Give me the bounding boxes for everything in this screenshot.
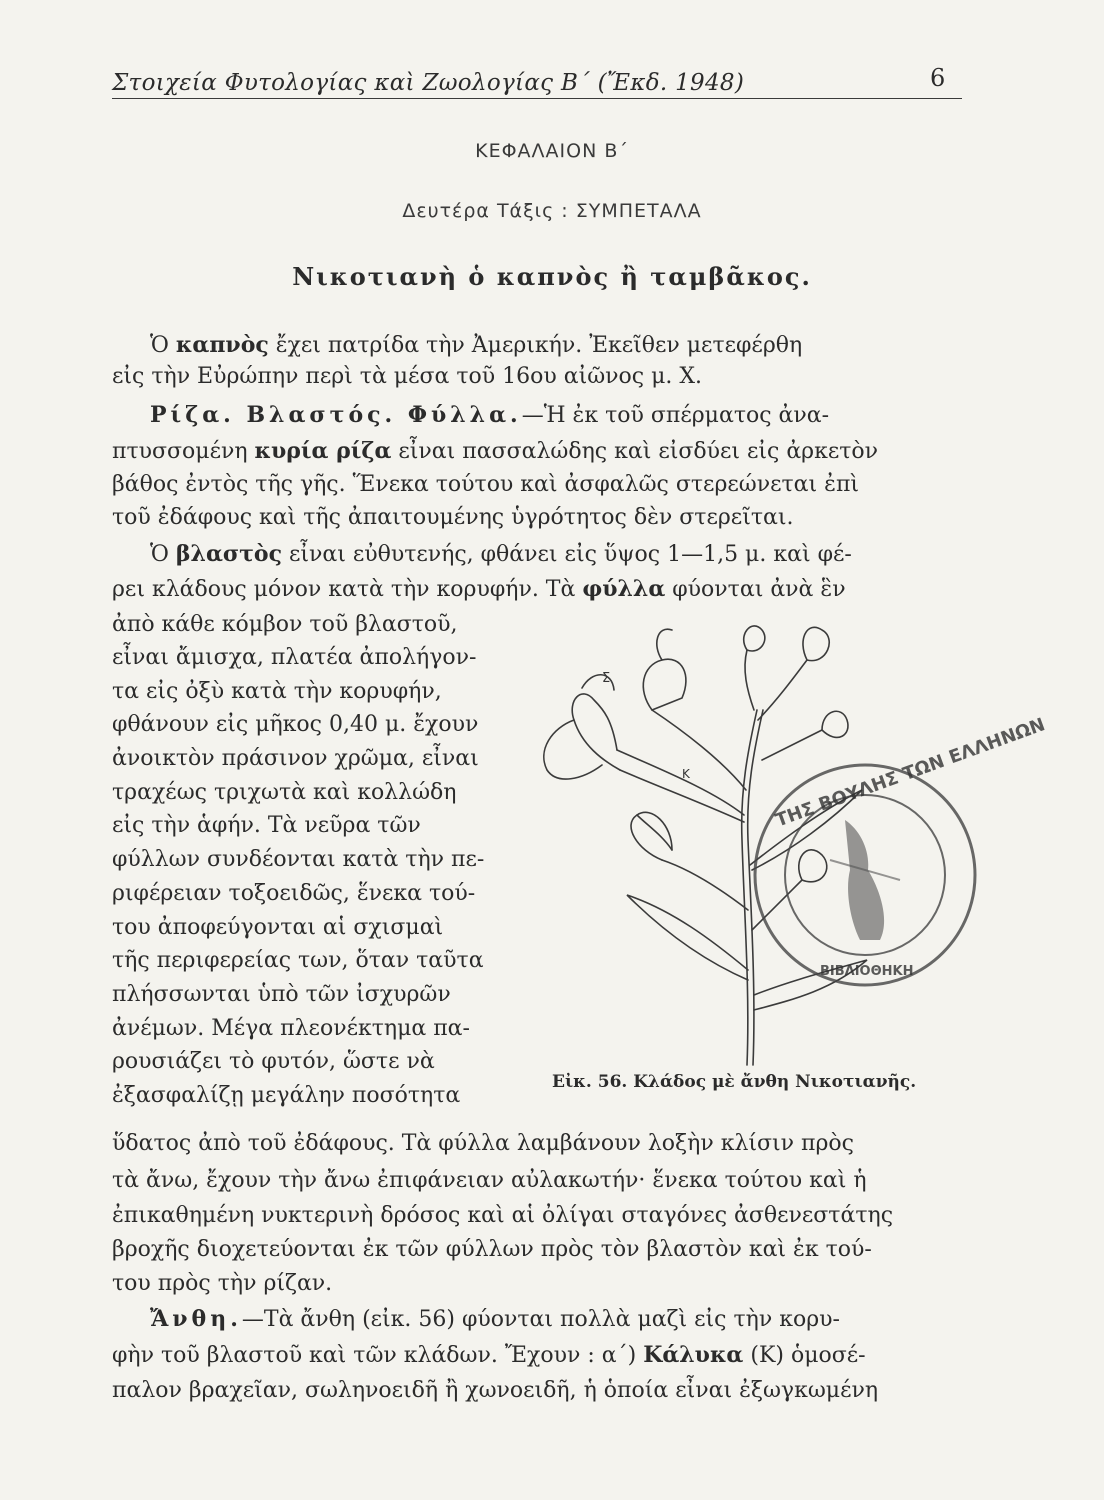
header-rule (112, 98, 962, 99)
text-line: ρουσιάζει τὸ φυτόν, ὥστε νὰ (112, 1049, 435, 1074)
text-line: εἰς τὴν Εὐρώπην περὶ τὰ μέσα τοῦ 16ου αἰῶνος μ. Χ. (112, 364, 703, 389)
text-line: ριφέρειαν τοξοειδῶς, ἕνεκα τού- (112, 881, 476, 906)
text-line: του ἀποφεύγονται αἱ σχισμαὶ (112, 915, 444, 940)
label-s: Σ (602, 671, 611, 686)
text-line: Ὁ καπνὸς ἔχει πατρίδα τὴν Ἀμερικήν. Ἐκεῖθεν μετεφέρθη (150, 332, 803, 358)
text-line: πτυσσομένη κυρία ρίζα εἶναι πασσαλώδης καὶ εἰσδύει εἰς ἀρκετὸν (112, 438, 879, 464)
text-line: τοῦ ἐδάφους καὶ τῆς ἀπαιτουμένης ὑγρότητος δὲν στερεῖται. (112, 505, 794, 530)
text-line: ἀνέμων. Μέγα πλεονέκτημα πα- (112, 1016, 470, 1041)
text-line: ἀνοικτὸν πράσινον χρῶμα, εἶναι (112, 746, 479, 771)
chapter-heading: ΚΕΦΑΛΑΙΟΝ Β΄ (475, 140, 629, 162)
text-line: βροχῆς διοχετεύονται ἐκ τῶν φύλλων πρὸς τὸν βλαστὸν καὶ ἐκ τού- (112, 1237, 872, 1262)
running-header-title: Στοιχεία Φυτολογίας καὶ Ζωολογίας Β΄ (Ἔκδ. 1948) (112, 70, 745, 96)
text-line: τα εἰς ὀξὺ κατὰ τὴν κορυφήν, (112, 679, 442, 704)
order-heading: Δευτέρα Τάξις : ΣΥΜΠΕΤΑΛΑ (402, 200, 702, 222)
section-title: Νικοτιανὴ ὁ καπνὸς ἢ ταμβᾶκος. (292, 262, 812, 291)
text-line: φὴν τοῦ βλαστοῦ καὶ τῶν κλάδων. Ἔχουν : α΄) Κάλυκα (Κ) ὁμοσέ- (112, 1342, 866, 1368)
text-line: παλον βραχεῖαν, σωληνοειδῆ ἢ χωνοειδῆ, ἡ ὁποία εἶναι ἐξωγκωμένη (112, 1378, 879, 1403)
text-line: Ὁ βλαστὸς εἶναι εὐθυτενής, φθάνει εἰς ὕψος 1—1,5 μ. καὶ φέ- (150, 541, 852, 567)
text-line: τραχέως τριχωτὰ καὶ κολλώδη (112, 780, 457, 805)
text-line: του πρὸς τὴν ρίζαν. (112, 1271, 333, 1296)
page-number: 6 (930, 64, 946, 92)
figure-caption: Εἰκ. 56. Κλάδος μὲ ἄνθη Νικοτιανῆς. (552, 1072, 917, 1092)
library-stamp (750, 714, 1048, 990)
stamp-bottom-text: ΒΙΒΛΙΟΘΗΚΗ (820, 964, 914, 979)
text-line: Ἄνθη.—Τὰ ἄνθη (εἰκ. 56) φύονται πολλὰ μαζὶ εἰς τὴν κορυ- (150, 1306, 840, 1332)
text-line: φύλλων συνδέονται κατὰ τὴν πε- (112, 847, 485, 872)
text-line: ἐπικαθημένη νυκτερινὴ δρόσος καὶ αἱ ὀλίγαι σταγόνες ἀσθενεστάτης (112, 1203, 894, 1228)
text-line: βάθος ἐντὸς τῆς γῆς. Ἕνεκα τούτου καὶ ἀσφαλῶς στερεώνεται ἐπὶ (112, 472, 860, 497)
tobacco-plant-figure (522, 610, 1048, 1065)
text-line: φθάνουν εἰς μῆκος 0,40 μ. ἔχουν (112, 712, 479, 737)
stamp-text: ΤΗΣ ΒΟΥΛΗΣ ΤΩΝ ΕΛΛΗΝΩΝ (772, 714, 1048, 832)
text-line: ρει κλάδους μόνον κατὰ τὴν κορυφήν. Τὰ φύλλα φύονται ἀνὰ ἓν (112, 576, 846, 602)
text-line: ἀπὸ κάθε κόμβον τοῦ βλαστοῦ, (112, 612, 458, 637)
text-line: Ρίζα. Βλαστός. Φύλλα.—Ἡ ἐκ τοῦ σπέρματος ἀνα- (150, 402, 830, 428)
text-line: τὰ ἄνω, ἔχουν τὴν ἄνω ἐπιφάνειαν αὐλακωτήν· ἕνεκα τούτου καὶ ἡ (112, 1168, 867, 1193)
text-line: ἐξασφαλίζῃ μεγάλην ποσότητα (112, 1083, 461, 1108)
text-line: τῆς περιφερείας των, ὅταν ταῦτα (112, 948, 484, 973)
text-line: ὕδατος ἀπὸ τοῦ ἐδάφους. Τὰ φύλλα λαμβάνουν λοξὴν κλίσιν πρὸς (112, 1131, 854, 1156)
text-line: πλήσσωνται ὑπὸ τῶν ἰσχυρῶν (112, 982, 451, 1007)
text-line: εἰς τὴν ἁφήν. Τὰ νεῦρα τῶν (112, 813, 421, 838)
text-line: εἶναι ἄμισχα, πλατέα ἀπολήγον- (112, 645, 477, 670)
label-k: Κ (682, 767, 690, 781)
